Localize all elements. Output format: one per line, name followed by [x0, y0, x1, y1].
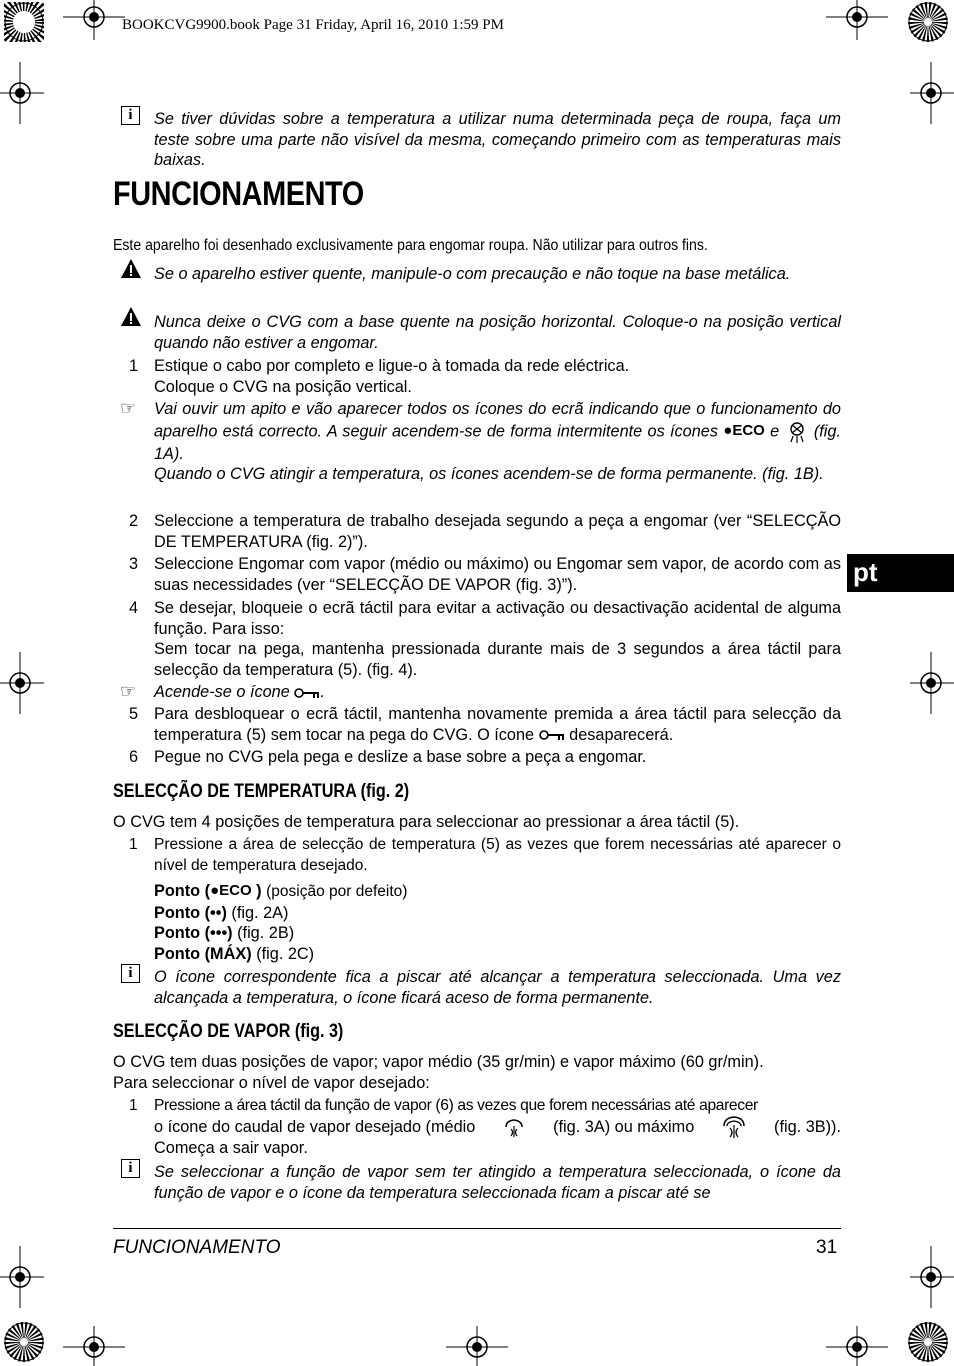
- crosshair-mark-icon: [826, 0, 888, 40]
- step-1-text: [154, 356, 841, 397]
- vapor-section-heading: SELECÇÃO DE VAPOR (fig. 3): [113, 1021, 344, 1042]
- step-number: 6: [129, 748, 139, 766]
- step-5-text-a: Para desbloquear o ecrã táctil, mantenha novamente premida a área táctil para selecção da temperatura (5) sem tocar na pega do CVG. O ícone: [154, 705, 841, 744]
- vapor-step-b2: (fig. 3A) ou máximo: [553, 1117, 695, 1136]
- crosshair-mark-icon: [63, 0, 125, 40]
- starburst-mark-icon: [4, 2, 44, 42]
- level-3-label: Ponto (•••): [154, 924, 233, 943]
- hint-startup-and: e: [770, 421, 780, 440]
- warning-icon: [120, 258, 142, 280]
- hint-lock-text: Acende-se o ícone: [154, 683, 290, 701]
- key-lock-icon: [539, 729, 565, 741]
- crosshair-mark-icon: [63, 1326, 125, 1366]
- level-3: [154, 923, 407, 944]
- crosshair-mark-icon: [0, 62, 44, 124]
- warning-note-hot-base: Se o aparelho estiver quente, manipule-o com precaução e não toque na base metálica.: [154, 265, 791, 283]
- vapor-step-b1: o ícone do caudal de vapor desejado (médio: [154, 1117, 476, 1136]
- vapor-step-text: [154, 1096, 841, 1158]
- vapor-step-c: Começa a sair vapor.: [154, 1138, 308, 1157]
- pointing-hand-icon: ☞: [120, 398, 137, 418]
- page-number: 31: [816, 1237, 838, 1258]
- level-eco-desc: (posição por defeito): [266, 883, 408, 900]
- footer-section-name: FUNCIONAMENTO: [113, 1237, 281, 1258]
- temperature-section-heading: SELECÇÃO DE TEMPERATURA (fig. 2): [113, 781, 410, 802]
- level-3-desc: (fig. 2B): [237, 924, 295, 943]
- steam-medium-icon: [502, 1115, 526, 1139]
- pointing-hand-icon: ☞: [120, 681, 137, 701]
- warning-icon: [120, 306, 142, 328]
- step-6-text: Pegue no CVG pela pega e deslize a base sobre a peça a engomar.: [154, 748, 647, 766]
- anti-calc-icon: [785, 420, 809, 444]
- step-4-text: [154, 598, 841, 680]
- temperature-step-text: Pressione a área de selecção de temperatura (5) as vezes que forem necessárias até aparecer o nível de temperatura desejado.: [154, 836, 841, 874]
- warning-note-horizontal: Nunca deixe o CVG com a base quente na posição horizontal. Coloque-o na posição vertical quando não estiver a engomar.: [154, 313, 841, 352]
- hint-note-startup: [154, 399, 841, 485]
- starburst-mark-icon: [4, 1322, 44, 1362]
- crosshair-mark-icon: [910, 652, 954, 714]
- starburst-mark-icon: [908, 2, 948, 42]
- step-3-text: Seleccione Engomar com vapor (médio ou máximo) ou Engomar sem vapor, de acordo com as suas necessidades (ver “SELECÇÃO DE VAPOR (fig. 3)”).: [154, 555, 841, 594]
- step-4-line-a: Se desejar, bloqueie o ecrã táctil para evitar a activação ou desactivação acidental de alguma função. Para isso:: [154, 599, 841, 638]
- temperature-levels: [154, 881, 407, 964]
- key-lock-icon: [294, 687, 320, 699]
- step-number: 1: [129, 1097, 138, 1114]
- level-2-desc: (fig. 2A): [231, 903, 289, 922]
- level-max: [154, 944, 407, 965]
- crosshair-mark-icon: [0, 1246, 44, 1308]
- step-number: 3: [129, 555, 139, 573]
- level-eco-label-a: Ponto (: [154, 882, 211, 900]
- eco-label: ECO: [732, 422, 765, 440]
- starburst-mark-icon: [908, 1322, 948, 1362]
- level-2: [154, 903, 407, 924]
- step-number: 1: [129, 357, 139, 375]
- vapor-intro-b: Para seleccionar o nível de vapor desejado:: [113, 1073, 430, 1092]
- step-number: 4: [129, 599, 139, 617]
- intro-text: Este aparelho foi desenhado exclusivamente para engomar roupa. Não utilizar para outros fins.: [113, 237, 708, 254]
- crosshair-mark-icon: [826, 1326, 888, 1366]
- eco-icon: ●ECO: [723, 422, 765, 440]
- language-tab: pt: [847, 554, 954, 592]
- hint-startup-fig: (fig. 1A).: [154, 421, 841, 463]
- level-max-label: Ponto (MÁX): [154, 944, 252, 963]
- vapor-intro-a: O CVG tem duas posições de vapor; vapor médio (35 gr/min) e vapor máximo (60 gr/min).: [113, 1053, 764, 1071]
- eco-icon: ●ECO: [210, 882, 252, 900]
- page-title: FUNCIONAMENTO: [113, 175, 364, 213]
- info-icon: i: [121, 964, 140, 983]
- step-5-text-b: desaparecerá.: [569, 725, 674, 744]
- hint-startup-text-b: Quando o CVG atingir a temperatura, os ícones acendem-se de forma permanente. (fig. 1B).: [154, 465, 824, 484]
- step-5-text: [154, 704, 841, 745]
- step-number: 5: [129, 705, 139, 723]
- temperature-intro: O CVG tem 4 posições de temperatura para seleccionar ao pressionar a área táctil (5).: [113, 813, 740, 831]
- vapor-step-a: Pressione a área táctil da função de vapor (6) as vezes que forem necessárias até aparecer: [154, 1097, 758, 1114]
- book-header: BOOKCVG9900.book Page 31 Friday, April 16, 2010 1:59 PM: [122, 17, 504, 33]
- step-number: 2: [129, 512, 139, 530]
- level-max-desc: (fig. 2C): [256, 944, 315, 963]
- level-2-label: Ponto (••): [154, 903, 227, 922]
- info-note-vapor-blink: Se seleccionar a função de vapor sem ter atingido a temperatura seleccionada, o ícone da função de vapor e o ícone da temperatura seleccionada ficam a piscar até se: [154, 1163, 841, 1202]
- hint-note-lock: Acende-se o ícone .: [154, 683, 325, 701]
- crosshair-mark-icon: [446, 1326, 508, 1366]
- vapor-step-b3: (fig. 3B)).: [774, 1117, 841, 1136]
- crosshair-mark-icon: [910, 62, 954, 124]
- info-icon: i: [121, 1159, 140, 1178]
- step-1-line-b: Coloque o CVG na posição vertical.: [154, 377, 412, 396]
- step-number: 1: [129, 836, 138, 853]
- vapor-intro: [113, 1052, 853, 1093]
- crosshair-mark-icon: [0, 652, 44, 714]
- step-1-line-a: Estique o cabo por completo e ligue-o à tomada da rede eléctrica.: [154, 357, 630, 375]
- step-4-line-b: Sem tocar na pega, mantenha pressionada durante mais de 3 segundos a área táctil para selecção da temperatura (5). (fig. 4).: [154, 640, 841, 679]
- eco-label: ECO: [219, 882, 252, 900]
- info-icon: i: [121, 106, 140, 125]
- hint-startup-text-a: Vai ouvir um apito e vão aparecer todos os ícones do ecrã indicando que o funcionamento do aparelho está correcto. A seguir acendem-se de forma intermitente os ícones: [154, 400, 841, 440]
- info-note-temperature-test: Se tiver dúvidas sobre a temperatura a utilizar numa determinada peça de roupa, faça um teste sobre uma parte não visível da mesma, começando primeiro com as temperaturas mais baixas.: [154, 110, 841, 170]
- crosshair-mark-icon: [910, 1246, 954, 1308]
- steam-max-icon: [721, 1114, 747, 1140]
- info-note-temperature-blink: O ícone correspondente fica a piscar até alcançar a temperatura seleccionada. Uma vez alcançada a temperatura, o ícone ficará aceso de forma permanente.: [154, 968, 841, 1007]
- level-eco: [154, 881, 407, 903]
- step-2-text: Seleccione a temperatura de trabalho desejada segundo a peça a engomar (ver “SELECÇÃO DE TEMPERATURA (fig. 2)”).: [154, 512, 841, 551]
- footer-divider: [113, 1228, 841, 1229]
- level-eco-label-b: ): [251, 882, 262, 900]
